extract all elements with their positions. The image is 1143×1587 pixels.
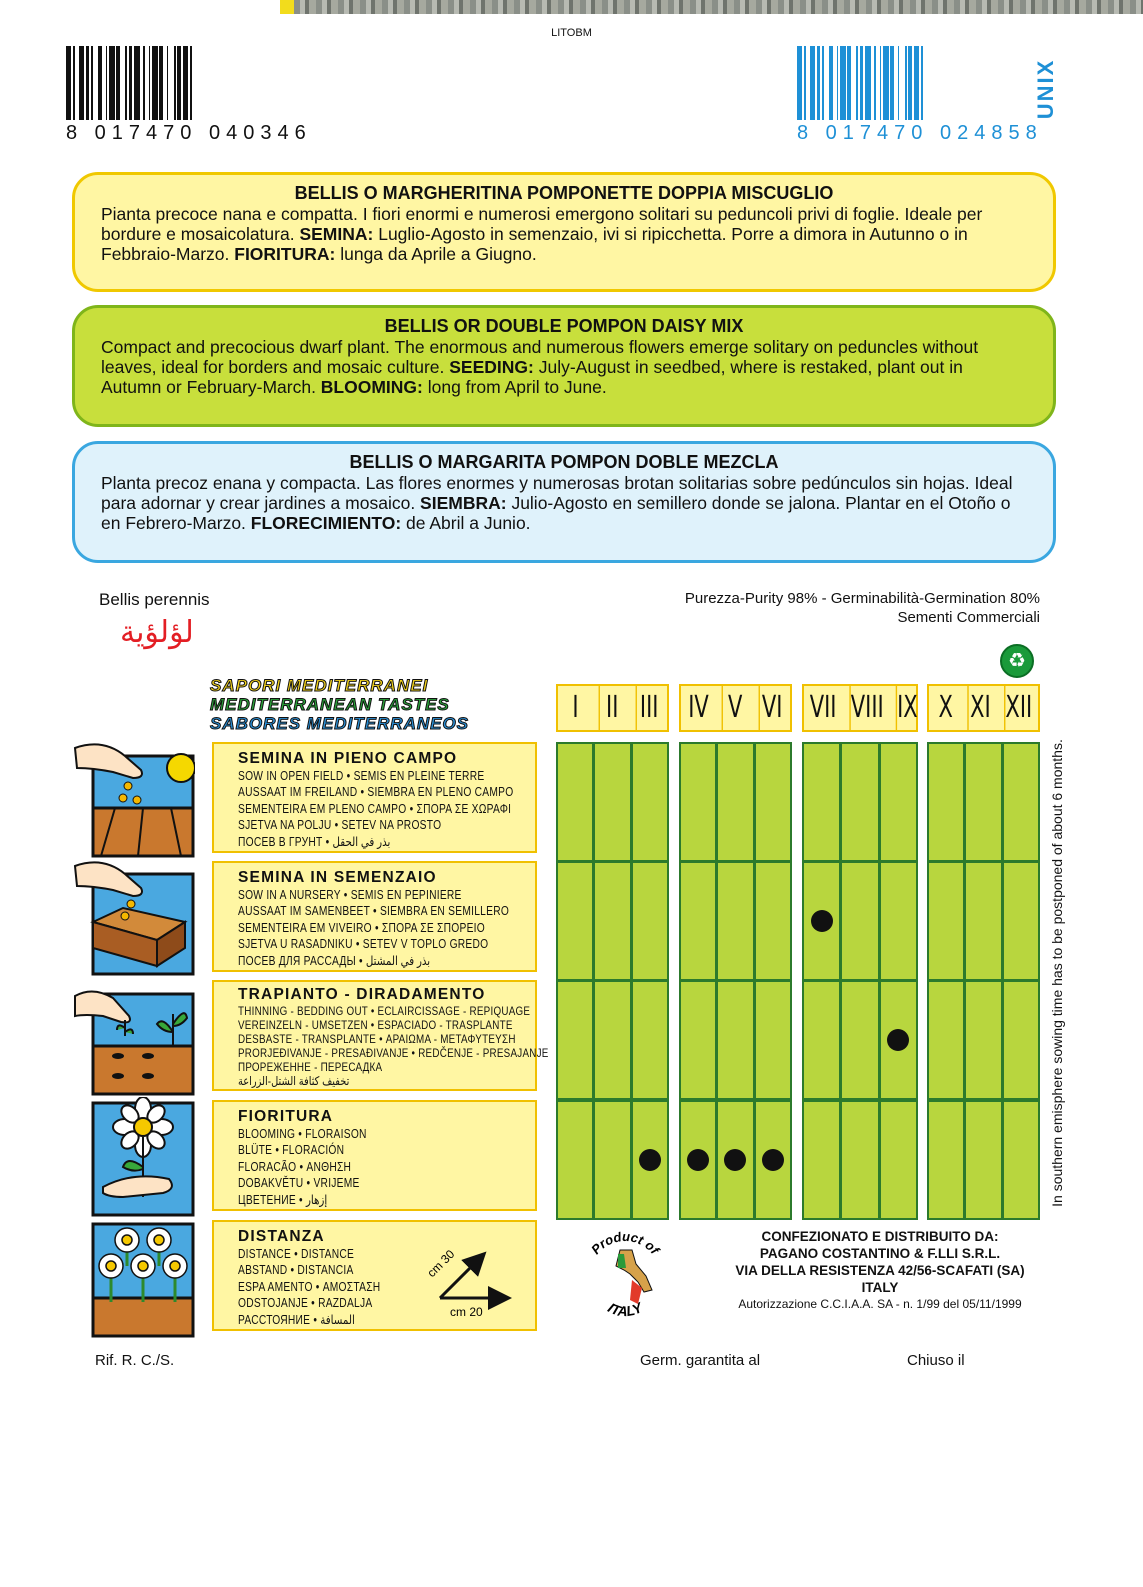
row-transplant <box>212 980 549 1091</box>
calendar-cell <box>963 744 1000 860</box>
calendar-cell <box>878 982 916 1098</box>
calendar-quarter <box>556 742 669 862</box>
calendar-cell <box>929 744 963 860</box>
transplant-icon <box>73 976 195 1096</box>
text-english: Compact and precocious dwarf plant. The enormous and numerous flowers emerge solitary on peduncles without leaves, ideal for borders and mosaic culture. SEEDING: July-August in seedbed, where is restaked, plant out in Autumn or February-March. BLOOMING: long from April to June. <box>101 337 979 397</box>
calendar-quarter <box>679 742 792 862</box>
distributor-address: VIA DELLA RESISTENZA 42/56-SCAFATI (SA) <box>735 1263 1025 1278</box>
ref-label: Rif. R. C./S. <box>95 1352 175 1369</box>
calendar-cell <box>592 982 629 1098</box>
calendar-cell <box>681 744 715 860</box>
row-line: SJETVA U RASADNIKU • SETEV V TOPLO GREDO <box>238 937 489 952</box>
row-line: THINNING - BEDDING OUT • ECLAIRCISSAGE - REPIQUAGE <box>238 1004 531 1018</box>
month-header-q3 <box>802 684 918 732</box>
calendar-cell <box>804 744 839 860</box>
calendar-cell <box>681 863 715 979</box>
month-label: VI <box>759 686 785 730</box>
row-title: DISTANZA <box>238 1228 325 1245</box>
row-line: AUSSAAT IM SAMENBEET • SIEMBRA EN SEMILLERO <box>238 904 510 919</box>
sow-nursery-icon <box>73 856 195 976</box>
calendar-cell <box>630 863 667 979</box>
distance-arrows-icon <box>420 1240 515 1320</box>
barcode-left-digits: 8 017470 040346 <box>66 122 312 144</box>
row-line: DOBAKVĚTU • VRIJEME <box>238 1176 360 1191</box>
print-code: LITOBM <box>551 27 592 39</box>
row-line: РАССТОЯНИЕ • المسافة <box>238 1312 355 1327</box>
calendar-cell <box>963 863 1000 979</box>
month-label: XI <box>968 686 993 730</box>
blooming-icon <box>73 1097 195 1217</box>
month-label: V <box>722 686 748 730</box>
calendar-cell <box>929 1102 963 1218</box>
purity-info <box>685 589 1040 627</box>
calendar-cell <box>929 863 963 979</box>
distributor-name: PAGANO COSTANTINO & F.LLI S.R.L. <box>759 1246 1001 1261</box>
calendar-cell <box>681 982 715 1098</box>
row-line: DISTANCE • DISTANCE <box>238 1247 355 1261</box>
calendar-cell <box>715 744 752 860</box>
calendar-cell <box>592 744 629 860</box>
calendar-cell <box>839 744 877 860</box>
commercial-seeds: Sementi Commerciali <box>897 609 1040 626</box>
calendar-cell <box>839 863 877 979</box>
calendar-cell <box>592 863 629 979</box>
row-line: VEREINZELN - UMSETZEN • ESPACIADO - TRASPLANTE <box>238 1018 513 1032</box>
row-line: SOW IN OPEN FIELD • SEMIS EN PLEINE TERRE <box>238 769 485 783</box>
row-line: AUSSAAT IM FREILAND • SIEMBRA EN PLENO CAMPO <box>238 785 514 800</box>
row-line: SJETVA NA POLJU • SETEV NA PROSTO <box>238 818 442 833</box>
purity-line: Purezza-Purity 98% - Germinabilità-Germination 80% <box>684 590 1040 607</box>
row-sow-nursery <box>212 861 537 972</box>
month-label: VIII <box>850 686 884 730</box>
calendar-cell <box>592 1102 629 1218</box>
description-italian <box>72 172 1056 292</box>
calendar-cell <box>1001 982 1038 1098</box>
distance-flowers-icon <box>73 1218 195 1338</box>
calendar-cell <box>681 1102 715 1218</box>
month-header-q1 <box>556 684 669 732</box>
sapori-mediterranei-logo: SAPORI MEDITERRANEI MEDITERRANEAN TASTES SABORES MEDITERRANEOS <box>210 676 470 733</box>
species-arabic-name: لؤلؤية <box>120 615 194 650</box>
row-line: BLOOMING • FLORAISON <box>238 1127 367 1141</box>
calendar-quarter <box>556 980 669 1100</box>
text-italian: Pianta precoce nana e compatta. I fiori enormi e numerosi emergono solitari su peduncoli privi di foglie. Ideale per bordure e mosaicolatura. SEMINA: Luglio-Agosto in semenzaio, ivi si ripicchetta. Porre a dimora in Autunno o in Febbraio-Marzo. FIORITURA: lunga da Aprile a Giugno. <box>101 204 983 264</box>
product-of-italy-badge <box>580 1220 670 1332</box>
calendar-quarter <box>927 742 1040 862</box>
row-sow-open-field <box>212 742 537 853</box>
month-label: X <box>938 690 953 725</box>
badge-top-text: Product of <box>588 1228 663 1258</box>
row-line: ЦВЕТЕНИЕ • إزهار <box>238 1192 328 1207</box>
row-line: FLORACÃO • ΑΝΘΗΣΗ <box>238 1159 352 1174</box>
calendar-cell <box>878 1102 916 1218</box>
calendar-cell <box>558 982 592 1098</box>
brand-logo: UNIX <box>1033 58 1058 120</box>
svg-text:ITALY <box>605 1299 646 1320</box>
text-spanish: Planta precoz enana y compacta. Las flores enormes y numerosas brotan solitarias sobre pedúnculos sin hojas. Ideal para adornar y crear jardines a mosaico. SIEMBRA: Julio-Agosto en semillero donde se jalona. Plantar en el Otoño o en Febrero-Marzo. FLORECIMIENTO: de Abril a Junio. <box>101 473 1013 533</box>
barcode-left <box>66 46 312 145</box>
southern-hemisphere-note: In southern emisphere sowing time has to be postponed of about 6 months. <box>1049 739 1065 1207</box>
month-label: XII <box>1004 686 1032 730</box>
calendar-quarter <box>802 861 918 981</box>
calendar-cell <box>630 1102 667 1218</box>
row-title: SEMINA IN PIENO CAMPO <box>238 750 458 767</box>
distributor-country: ITALY <box>861 1280 899 1295</box>
calendar-cell <box>753 1102 790 1218</box>
row-line: ПРОРЕЖЕННЕ - ПЕРЕСАДКА <box>238 1060 383 1074</box>
calendar-quarter <box>556 1100 669 1220</box>
calendar-cell <box>753 744 790 860</box>
calendar-dot <box>639 1149 661 1171</box>
month-label: VII <box>809 690 837 725</box>
row-line: SOW IN A NURSERY • SEMIS EN PEPINIERE <box>238 888 462 902</box>
top-photo-strip <box>0 0 1143 14</box>
calendar-quarter <box>927 861 1040 981</box>
row-title: FIORITURA <box>238 1108 334 1125</box>
row-line: BLÜTE • FLORACIÓN <box>238 1143 345 1158</box>
month-label: IV <box>688 690 709 725</box>
month-header-q2 <box>679 684 792 732</box>
calendar-cell <box>558 1102 592 1218</box>
calendar-cell <box>804 1102 839 1218</box>
calendar-cell <box>753 863 790 979</box>
germination-guarantee-label: Germ. garantita al <box>640 1352 761 1369</box>
closed-date-label: Chiuso il <box>907 1352 965 1369</box>
row-title: TRAPIANTO - DIRADAMENTO <box>238 986 486 1003</box>
calendar-quarter <box>802 980 918 1100</box>
calendar-cell <box>963 982 1000 1098</box>
calendar-cell <box>963 1102 1000 1218</box>
calendar-cell <box>558 744 592 860</box>
row-spacing-label: cm 30 <box>424 1247 458 1281</box>
calendar-cell <box>715 863 752 979</box>
calendar-cell <box>630 744 667 860</box>
calendar-quarter <box>679 1100 792 1220</box>
calendar-cell <box>878 744 916 860</box>
row-line: SEMENTEIRA EM PLENO CAMPO • ΣΠΟΡΑ ΣΕ ΧΩΡΑΦΙ <box>238 801 512 816</box>
row-line: DESBASTE - TRANSPLANTE • ΑΡΑΙΩΜΑ - ΜΕΤΑΦΥΤΕΥΣΗ <box>238 1032 516 1046</box>
distributor-info <box>720 1228 1040 1313</box>
calendar-quarter <box>927 1100 1040 1220</box>
calendar-quarter <box>556 861 669 981</box>
title-italian: BELLIS O MARGHERITINA POMPONETTE DOPPIA MISCUGLIO <box>294 183 834 203</box>
barcode-right-digits: 8 017470 024858 <box>797 122 1043 144</box>
row-line: ПОСЕВ В ГРУНТ • بذر في الحقل <box>238 834 391 849</box>
calendar-cell <box>839 1102 877 1218</box>
calendar-cell <box>715 1102 752 1218</box>
row-title: SEMINA IN SEMENZAIO <box>238 869 437 886</box>
calendar-quarter <box>679 861 792 981</box>
calendar-dot <box>887 1029 909 1051</box>
row-line: SEMENTEIRA EM VIVEIRO • ΣΠΟΡΑ ΣΕ ΣΠΟΡΕΙΟ <box>238 920 485 935</box>
month-label: II <box>599 686 625 730</box>
authorization: Autorizzazione C.C.I.A.A. SA - n. 1/99 del 05/11/1999 <box>738 1297 1022 1311</box>
row-line: ПОСЕВ ДЛЯ РАССАДЫ • بذر في المشتل <box>238 953 431 968</box>
calendar-quarter <box>802 1100 918 1220</box>
calendar-dot <box>762 1149 784 1171</box>
calendar-cell <box>753 982 790 1098</box>
calendar-cell <box>1001 863 1038 979</box>
calendar-dot <box>724 1149 746 1171</box>
recycle-icon: ♻ <box>1000 644 1034 678</box>
calendar-cell <box>1001 744 1038 860</box>
calendar-cell <box>804 863 839 979</box>
badge-bottom-text: ITALY <box>605 1299 645 1320</box>
description-spanish <box>72 441 1056 563</box>
calendar-quarter <box>802 742 918 862</box>
calendar-quarter <box>927 980 1040 1100</box>
distributor-line: CONFEZIONATO E DISTRIBUITO DA: <box>761 1229 999 1244</box>
row-line: ODSTOJANJE • RAZDALJA <box>238 1296 373 1311</box>
month-label: III <box>636 686 662 730</box>
barcode-right <box>797 46 1043 145</box>
description-english <box>72 305 1056 427</box>
month-label: I <box>572 690 579 725</box>
calendar-cell <box>929 982 963 1098</box>
calendar-dot <box>811 910 833 932</box>
month-label: IX <box>896 686 918 730</box>
row-line: PRORJEĐIVANJE - PRESAĐIVANJE • REDČENJE - PRESAJANJE <box>238 1046 549 1060</box>
calendar-cell <box>558 863 592 979</box>
species-latin-name: Bellis perennis <box>99 590 210 609</box>
title-spanish: BELLIS O MARGARITA POMPON DOBLE MEZCLA <box>349 452 779 472</box>
calendar-cell <box>715 982 752 1098</box>
row-line: ABSTAND • DISTANCIA <box>238 1263 354 1278</box>
calendar-dot <box>687 1149 709 1171</box>
calendar-cell <box>1001 1102 1038 1218</box>
calendar-cell <box>839 982 877 1098</box>
calendar-quarter <box>679 980 792 1100</box>
title-english: BELLIS OR DOUBLE POMPON DAISY MIX <box>384 316 744 336</box>
sow-open-field-icon <box>73 738 195 858</box>
row-line: تخفيف كثافة الشتل-الزراعة <box>238 1074 350 1088</box>
calendar-cell <box>878 863 916 979</box>
month-header-q4 <box>927 684 1040 732</box>
calendar-cell <box>630 982 667 1098</box>
plant-spacing-label: cm 20 <box>450 1305 483 1319</box>
calendar-cell <box>804 982 839 1098</box>
row-blooming <box>212 1100 537 1211</box>
row-line: ESPA AMENTO • ΑΜΟΣΤΑΣΗ <box>238 1279 381 1294</box>
